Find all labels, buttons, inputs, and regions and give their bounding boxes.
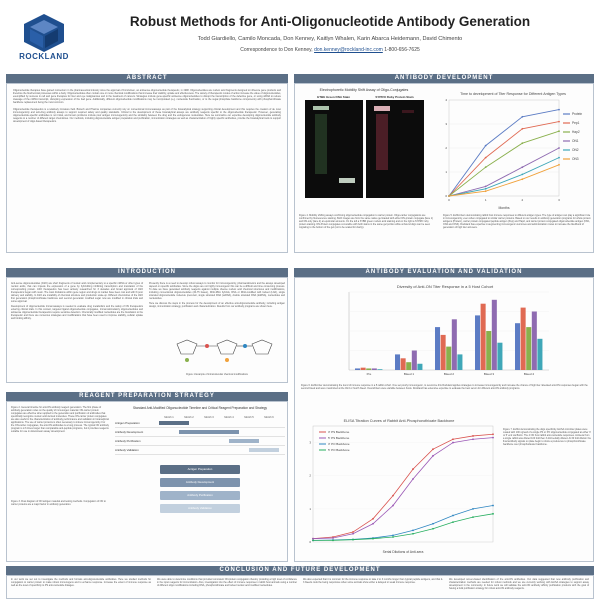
- figure3-caption: Figure 3. Flow diagram of ON antigen material and testing methods. Conjugation of ON to carrier proteins are a major factor in antibody generation.: [11, 500, 106, 506]
- titer-time-chart: [435, 88, 591, 212]
- conclusion-paragraph-2: We were able to determine conditions that provided consistent ON-protein conjugation thereby providing a high level of confidence in the input reagents for immunization. Also, investigation into the effect of immune response in rabbit host animals using a number of different oligo modifications including DNA, phosphorothioate and locked nucleic acid modified nucleotides.: [157, 578, 297, 587]
- bar: [412, 351, 417, 371]
- correspondence-label: Correspondence to Don Kenney,: [240, 47, 313, 53]
- flow-step: Antigen Preparation: [160, 465, 240, 474]
- timeline-gantt: [115, 416, 285, 513]
- antibody-development-panel: [294, 83, 594, 253]
- reagent-header: REAGENT PREPARATION STRATEGY: [6, 392, 288, 401]
- data-point: [352, 531, 354, 533]
- gantt-row-label: Antibody Development: [115, 430, 144, 434]
- conclusion-header-bar: CONCLUSION AND FUTURE DEVELOPMENT: [6, 566, 594, 575]
- gel-lane-label-dna: GTBE Green DNA Stain: [316, 94, 351, 99]
- data-point: [452, 442, 454, 444]
- data-point: [332, 539, 334, 541]
- poster-title: Robust Methods for Anti-Oligonucleotide Antibody Generation: [129, 14, 531, 29]
- data-point: [472, 438, 474, 440]
- data-point: [521, 178, 523, 180]
- x-axis-label: Serial Dilutions of Anti-sera: [382, 550, 424, 554]
- data-point: [492, 433, 494, 435]
- intro-paragraph-2: Development of oligonucleotide immunoassays is needed to evaluate drug metabolism and the safety of ON therapeutics entering clinical trials. In this context, targeted ligand oligonucleotide conjugates, immunostimulatory oligonucleotides and antisense oligonucleotide therapeutics require sensitive detection. Chemically modified nucleotides are the foundation to the therapeutic and there are numerous strategies and modifications that have been used to improve stability, cellular uptake and binding affinity.: [11, 305, 143, 320]
- chart-title: Time to development of Titer Response for Different Antigen Types: [460, 92, 566, 96]
- data-point: [521, 116, 523, 118]
- gantt-row: [115, 419, 285, 428]
- bar: [406, 362, 411, 370]
- series-line-hap2: [449, 131, 559, 196]
- gantt-row-label: Antigen Preparation: [115, 421, 140, 425]
- legend-label: 5' PS Backbone: [328, 436, 350, 441]
- data-point: [485, 190, 487, 192]
- x-tick-label: Pre: [366, 372, 372, 376]
- phone-number: 1-800-656-7625: [384, 47, 420, 53]
- chart-title: Diversity of Anti-ON Titer Response in a 5 Host Cohort: [396, 284, 494, 289]
- gantt-month-header: [159, 416, 285, 419]
- flow-diagram: [115, 465, 285, 513]
- data-point: [452, 515, 454, 517]
- legend-label: 3' PS Backbone: [328, 430, 350, 435]
- oligo-modification-diagram: [157, 336, 277, 372]
- gantt-row: [115, 437, 285, 446]
- x-axis-label: Months: [498, 206, 510, 210]
- author-list: Todd Giardiello, Camilo Moncada, Don Kenney, Kaitlyn Whalen, Karin Abarca Heidemann, David Chimento: [197, 36, 463, 42]
- intro-paragraph-3: Presently there is a need to develop robust assays to monitor for immunogenicity, pharmacokinetics and the assays developed depend on specific antibodies. Since the oligos are not highly immunogenic this can be a difficult and time consuming process. To date we have generated antibody reagents against multiple diverse nucleic acid chemical structures and modifications, including conventional oligonucleotides (20-75 bases), DNA-RNA hybrids, RNA or RNA-modified with locked (LNA), single stranded oligonucleotide molecule precursor, single stranded RNA (ssRNA), double stranded RNA (dsRNA), nucleotides and nucleosides.: [149, 282, 285, 300]
- data-point: [558, 164, 560, 166]
- data-point: [412, 530, 414, 532]
- gel-title: Electrophoretic Mobility Shift Assay of Oligo-Conjugates: [319, 88, 409, 92]
- gantt-row-label: Antibody Validation: [115, 448, 139, 452]
- data-point: [432, 523, 434, 525]
- y-tick-label: 0: [445, 194, 447, 198]
- bar: [395, 354, 400, 370]
- bar: [372, 368, 377, 370]
- bar: [446, 347, 451, 370]
- legend-label-on2: ON2: [572, 148, 579, 153]
- reagent-panel: [6, 401, 288, 562]
- bar: [526, 327, 531, 370]
- figure1-caption: Figure 1 Example of intramolecular chemical modifications: [186, 373, 248, 376]
- gantt-track: [159, 429, 279, 435]
- data-point: [372, 518, 374, 520]
- conclusion-paragraph-4: We developed screen-based identification of the anti-ON antibodies. Our data suggested that new antibody purification and characterization methods are needed for robust methods and we are currently working with ELISA strategies to support assay development in the community. In future work we will validate the anti-ON antibody affinity purification products with the goal of having a bulk purification strategy for robust anti-ON antibody reagents.: [449, 578, 589, 590]
- gantt-bar: [249, 448, 279, 452]
- data-point: [558, 147, 560, 149]
- data-point: [558, 157, 560, 159]
- x-tick-label: 2: [521, 198, 524, 202]
- bar: [355, 368, 360, 370]
- data-point: [472, 508, 474, 510]
- email-link[interactable]: don.kenney@rockland-inc.com: [314, 47, 383, 53]
- correspondence: [80, 47, 580, 53]
- bar: [401, 358, 406, 370]
- logo-text: ROCKLAND: [19, 52, 69, 61]
- gel-lane-label-protein: SYPRO Ruby Protein Stain: [375, 94, 414, 99]
- data-point: [392, 505, 394, 507]
- gantt-bar: [229, 439, 259, 443]
- introduction-panel: [6, 277, 288, 383]
- bar: [497, 343, 502, 370]
- x-tick-label: 1: [484, 198, 487, 202]
- legend-label-pep1: Pep1: [572, 121, 580, 126]
- data-point: [521, 142, 523, 144]
- bar: [457, 354, 462, 370]
- abstract-paragraph-2: Oligonucleotide therapeutics is a relatively immature field. Biotech and Pharma companies currently rely on conventional immunoassays as part of the bioanalytical strategy supporting clinical development and this requires the creation of de novo immunogenicity and anti-drug antibody assays to support required safety and quality standards. Critical to the development of these bioanalytical assays are antibody reagents specific to the oligonucleotide therapeutic. However, generating oligonucleotide-specific antibodies is not trivial, and known problems include poor antigen immunogenicity and the similarity between the drug and the endogenous nucleotides. Here we summarize our expertise developing oligonucleotide antibody reagents to a number of different target chemistries. Our methods, including oligonucleotide antigen preparation and purification, immunization strategies as well as characterization of highly specific antibodies, provide the bioanalytical tools to support development of oligo-based therapeutics.: [13, 108, 281, 123]
- bar: [492, 300, 497, 370]
- data-point: [352, 539, 354, 541]
- flow-step: Antibody Development: [160, 478, 240, 487]
- data-point: [472, 435, 474, 437]
- figure2-caption: Figure 2. General timeline for anti-ON antibody reagent generation. The first phase of antibody generation relies on the quality of immunogen material. ON-carrier protein conjugates are effective when applied to the generation and purification of antibodies that specifically recognize nucleic acid derived molecules. These ON-carrier protein conjugates are also useful in the characterization of antibody performance and validation in bioanalytical applications. The use of carrier proteins is often necessary to induce immunogenicity. For the ON-carrier conjugates, the anti-ON antibodies is a long process. The typical ON antibody program is 2-6 times longer than comparable anti-peptide programs, but it provides reagents suitable for use in downstream assay development.: [11, 406, 109, 433]
- data-point: [432, 448, 434, 450]
- gantt-track: [159, 420, 279, 426]
- bar: [537, 339, 542, 370]
- y-tick-label: 3: [445, 122, 447, 126]
- y-tick-label: 4: [445, 98, 447, 102]
- abstract-panel: [6, 83, 288, 253]
- data-point: [452, 438, 454, 440]
- legend-label: 3' PO Backbone: [328, 442, 350, 447]
- data-point: [372, 538, 374, 540]
- data-point: [412, 468, 414, 470]
- bar: [377, 369, 382, 370]
- gantt-bar: [179, 430, 239, 434]
- data-point: [485, 186, 487, 188]
- legend-label-on1: ON1: [572, 139, 579, 144]
- bar: [521, 308, 526, 370]
- data-point: [412, 533, 414, 535]
- gantt-row: [115, 428, 285, 437]
- x-tick-label: Bleed 1: [403, 372, 415, 376]
- data-point: [485, 188, 487, 190]
- logo: [14, 12, 74, 60]
- antibody-development-header: ANTIBODY DEVELOPMENT: [294, 74, 594, 83]
- conclusion-panel: [6, 575, 594, 599]
- dna-stain-gel: [305, 100, 363, 198]
- y-tick-label: 2: [309, 473, 311, 478]
- protein-stain-gel: [366, 100, 424, 198]
- bar: [366, 368, 371, 370]
- data-point: [448, 195, 450, 197]
- gantt-bar: [159, 421, 189, 425]
- data-point: [472, 516, 474, 518]
- gantt-month-label: Month 4: [224, 416, 234, 419]
- gel-figure: [299, 88, 429, 212]
- legend-label-protein: Protein: [572, 112, 583, 117]
- data-point: [312, 539, 314, 541]
- bar: [515, 323, 520, 370]
- flow-step: Antibody Purification: [160, 491, 240, 500]
- bar: [361, 368, 366, 370]
- data-point: [432, 455, 434, 457]
- bar: [441, 335, 446, 370]
- conclusion-paragraph-3: We also expected that it is common for the immune response to take 2 to 3 months longer than typical peptide antigens, and that 2-3 bleeds could be being responsive when some animals show either a delayed or weak immune response.: [303, 578, 443, 584]
- bar: [486, 331, 491, 370]
- data-point: [332, 537, 334, 539]
- data-point: [558, 130, 560, 132]
- data-point: [485, 145, 487, 147]
- introduction-header: INTRODUCTION: [6, 268, 288, 277]
- y-tick-label: 3: [309, 440, 311, 445]
- series-line: [313, 438, 493, 539]
- timeline-title: Standard Anti-Modified Oligonucleotide Timeline and Critical Reagent Preparation and Strategy: [133, 406, 267, 410]
- gantt-month-label: Month 2: [184, 416, 194, 419]
- figure5-caption: Figure 5. ELISA titers demonstrating rabbit host immune responses to different antigen types. The type of antigen can play a significant role in immunogenicity, even when conjugated to similar carrier proteins. Based on our results in antibody generation programs for whole protein antigens (Protein), carrier protein conjugated peptide antigen (Pep) and Hap2, and carrier protein conjugated oligonucleotide antigen (ON1, ON2 and ON3). Rockland has expertise in augmenting immunogenic outcomes and administration routes to increase the likelihood of generation of high titer anti-sera.: [443, 214, 591, 229]
- intro-paragraph-1: Anti-sense oligonucleotides (ASO) are short fragments of nucleic acid complementary to a specific mRNA or other types of nucleic acids, that can impede the expression of a gene by hybridizing inhibiting transcription and translation of the corresponding protein. ASO therapeutics has been actively researched for 3 decades and broad approval of ASO therapeutics began with nusin. The main limitations within gene region and drugs to market have been cost and with fit poor delivery and stability. In ASO are instability of chemical structure and production scale-up. Different chemistries of the ASO first generation phosphorothioate backbone and second generation modified sugar now are modified in clinical trials and some approval.: [11, 282, 143, 303]
- data-point: [432, 528, 434, 530]
- data-point: [521, 174, 523, 176]
- data-point: [492, 505, 494, 507]
- x-tick-label: 3: [558, 198, 560, 202]
- legend-label-hap2: Hap2: [572, 130, 580, 135]
- intro-paragraph-4: Here we discuss the steps in the process for the development of an effective anti-oligonucleotide antibody, including antigen design, immunization strategy, purification and characterization. Results from our antibody programs are shown here.: [149, 302, 285, 308]
- evaluation-header: ANTIBODY EVALUATION AND VALIDATION: [294, 268, 594, 277]
- y-tick-label: 2: [445, 146, 447, 150]
- gantt-row: [115, 446, 285, 455]
- x-tick-label: Bleed 3: [483, 372, 495, 376]
- data-point: [521, 128, 523, 130]
- bar: [481, 304, 486, 370]
- legend-label: 5' PO Backbone: [328, 448, 350, 453]
- data-point: [492, 513, 494, 515]
- figure4-caption: Figure 4. Mobility shifting assays confirming oligonucleotide conjugation to carrier protein. Oligo-carrier conjugations are confirmed by fluorescence staining. Both images are from the same native gel loaded with either DN-protein conjugate (lane 1) and DN-only (lane 2) at equimolar amounts. On the left a SYBR green nucleic acid staining and on the right a SYPRO ruby protein staining. DN-Protein conjugates co-localize with both stains in the same gel portion while unbound oligo can be seen migrating to the bottom of the gel (not to be scaled for clarity).: [299, 214, 433, 229]
- x-tick-label: 0: [448, 198, 450, 202]
- conclusion-paragraph-1: In our work we set out to investigate the methods and formats anti-oligonucleotide antibodies. Here we studied methods for conjugation to carrier protein to make robust immunogens and to enhance response. Increase the extent of immune response as well as the level of specificity to PS anti-nucleotide linkages.: [11, 578, 151, 587]
- bar: [452, 319, 457, 370]
- x-tick-label: Bleed 4: [523, 372, 535, 376]
- gantt-month-label: Month 5: [244, 416, 254, 419]
- y-tick-label: 1: [445, 170, 447, 174]
- timeline-figure: [115, 406, 285, 558]
- abstract-paragraph-1: Oligonucleotide therapies have gained momentum in the pharmaceutical industry since the approval of Fomivirsen, an antisense oligonucleotide therapeutic, in 1998. Oligonucleotides are nucleic acid fragments designed to influence gene products and therefore the biochemical processes within a body. Oligonucleotides often contain one or more chemical modifications that increase their stability, uptake and effectiveness. The variety of therapeutic modes of action increase the value of oligonucleotides, exemplified by success in cell and gene therapies for liver and eye malignancies and in the treatment of cancers. Strategies include gene-specific antisense oligonucleotides to disrupt the transcription of the defective gene, or using siRNA to reduce cleavage of the mRNA transcript, disrupting expression of the bad gene. Additionally, different oligonucleotide modifications may be incorporated (e.g. nucleoside fluorination, or to the sugar-phosphate backbone components) with phosphorothioate backbone replacement being the most common.: [13, 89, 281, 104]
- titer-chart: [435, 88, 591, 212]
- data-point: [558, 121, 560, 123]
- gantt-track: [159, 447, 279, 453]
- data-point: [372, 523, 374, 525]
- data-point: [392, 536, 394, 538]
- figure6-caption: Figure 6. ELISA titer demonstrating the trend of immune response in a 5 rabbit cohort. One set poorly immunogenic, to overcome this Rockland applies strategies to increase immunogenicity and increase the chance of high titer. Elevated anti-ON responses began with the second bleed and were maximized at the third or fourth bleed. Overall titers were variable between hosts. Rockland has extensive expertise to evaluate the best serum for different anti-ON antibody programs.: [301, 384, 588, 390]
- evaluation-panel: [294, 277, 594, 562]
- gantt-month-label: Month 1: [164, 416, 174, 419]
- y-tick-label: 0: [309, 540, 311, 544]
- data-point: [492, 437, 494, 439]
- legend-label-on3: ON3: [572, 157, 579, 162]
- data-point: [412, 478, 414, 480]
- elisa-titration-chart: [299, 416, 499, 556]
- data-point: [312, 538, 314, 540]
- chart-title: ELISA Titration Curves of Rabbit Anti-Phosphorothioate Backbone: [343, 419, 455, 423]
- x-tick-label: Bleed 2: [443, 372, 455, 376]
- data-point: [392, 534, 394, 536]
- bar: [475, 315, 480, 370]
- bar: [417, 364, 422, 370]
- data-point: [521, 166, 523, 168]
- data-point: [392, 495, 394, 497]
- data-point: [485, 166, 487, 168]
- gantt-month-label: Month 3: [204, 416, 214, 419]
- data-point: [352, 533, 354, 535]
- data-point: [485, 157, 487, 159]
- y-tick-label: 1: [309, 506, 311, 511]
- gantt-row-label: Antibody Purification: [115, 439, 141, 443]
- figure7-caption: Figure 7. ELISA demonstrating the oligo specificity. ELISA microtiter plates were coated with 100 ng/well of a single PS or PO oligonucleotide conjugated at either 3' or 5' end via Biotin. The 4 ON host rabbit anti-nucleotide responses. Antisera from a single rabbit was diluted 100 fold then 3-fold serially diluted. At 60 fold dilution the final antibody signals on plate begin to show a preference to phosphorothioate backbone over phosphodiester backbone.: [503, 428, 591, 446]
- abstract-header: ABSTRACT: [6, 74, 288, 83]
- titer-diversity-chart: [335, 282, 555, 382]
- flow-step: Antibody Validation: [160, 504, 240, 513]
- modification-figure: [157, 336, 277, 372]
- bar: [435, 327, 440, 370]
- gantt-track: [159, 438, 279, 444]
- data-point: [558, 109, 560, 111]
- bar: [532, 312, 537, 371]
- gantt-month-label: Month 6: [264, 416, 274, 419]
- data-point: [452, 521, 454, 523]
